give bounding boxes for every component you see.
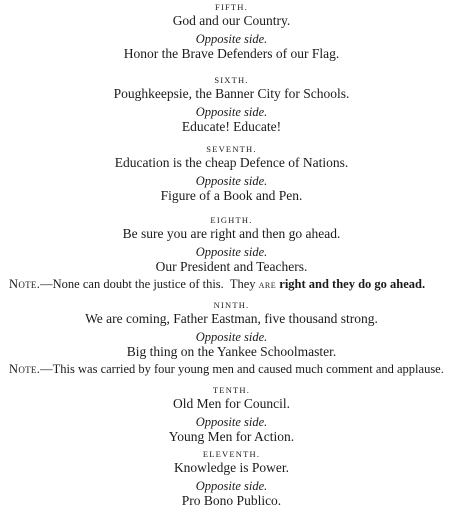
section-eighth [4,215,459,274]
note-dash: — [40,362,53,376]
opposite-motto-text: Young Men for Action. [168,429,295,444]
opposite-side-label: Opposite side. [195,174,268,188]
opposite-side-label: Opposite side. [195,415,268,429]
motto-text: We are coming, Father Eastman, five thousand strong. [85,311,378,326]
opposite-side-label: Opposite side. [195,32,268,46]
motto-text: Poughkeepsie, the Banner City for Schools. [113,86,350,101]
opposite-side-label: Opposite side. [195,245,268,259]
note-dash: — [40,277,53,291]
section-eleventh [4,449,459,508]
opposite-side-label: Opposite side. [195,105,268,119]
note-text: None can doubt the justice of this. They [52,277,259,291]
opposite-side-label: Opposite side. [195,479,268,493]
note-emphasis-bold: right and they do go ahead. [276,277,426,291]
note-text: This was carried by four young men and caused much comment and applause. [52,362,444,376]
section-number: EIGHTH. [210,215,253,225]
section-ninth [4,300,459,359]
section-number: TENTH. [212,385,251,395]
section-sixth [4,75,459,134]
section-fifth [4,2,459,61]
opposite-motto-text: Pro Bono Publico. [181,493,282,508]
note-ninth [4,362,459,376]
motto-text: Be sure you are right and then go ahead. [122,226,341,241]
section-tenth [4,385,459,444]
note-label: Note. [9,362,41,376]
section-seventh [4,144,459,203]
motto-text: Knowledge is Power. [173,460,290,475]
note-emphasis-caps: are [258,277,277,291]
opposite-motto-text: Educate! Educate! [181,119,282,134]
document-page [0,2,463,514]
section-number: SEVENTH. [206,144,257,154]
note-label: Note. [9,277,41,291]
opposite-side-label: Opposite side. [195,330,268,344]
section-number: ELEVENTH. [202,449,261,459]
opposite-motto-text: Honor the Brave Defenders of our Flag. [123,46,340,61]
section-number: NINTH. [213,300,250,310]
note-eighth [4,277,459,291]
motto-text: Old Men for Council. [173,396,290,411]
motto-text: Education is the cheap Defence of Nations. [114,155,349,170]
opposite-motto-text: Figure of a Book and Pen. [160,188,303,203]
opposite-motto-text: Our President and Teachers. [155,259,308,274]
section-number: SIXTH. [214,75,249,85]
section-number: FIFTH. [215,2,248,12]
motto-text: God and our Country. [172,13,291,28]
opposite-motto-text: Big thing on the Yankee Schoolmaster. [126,344,337,359]
